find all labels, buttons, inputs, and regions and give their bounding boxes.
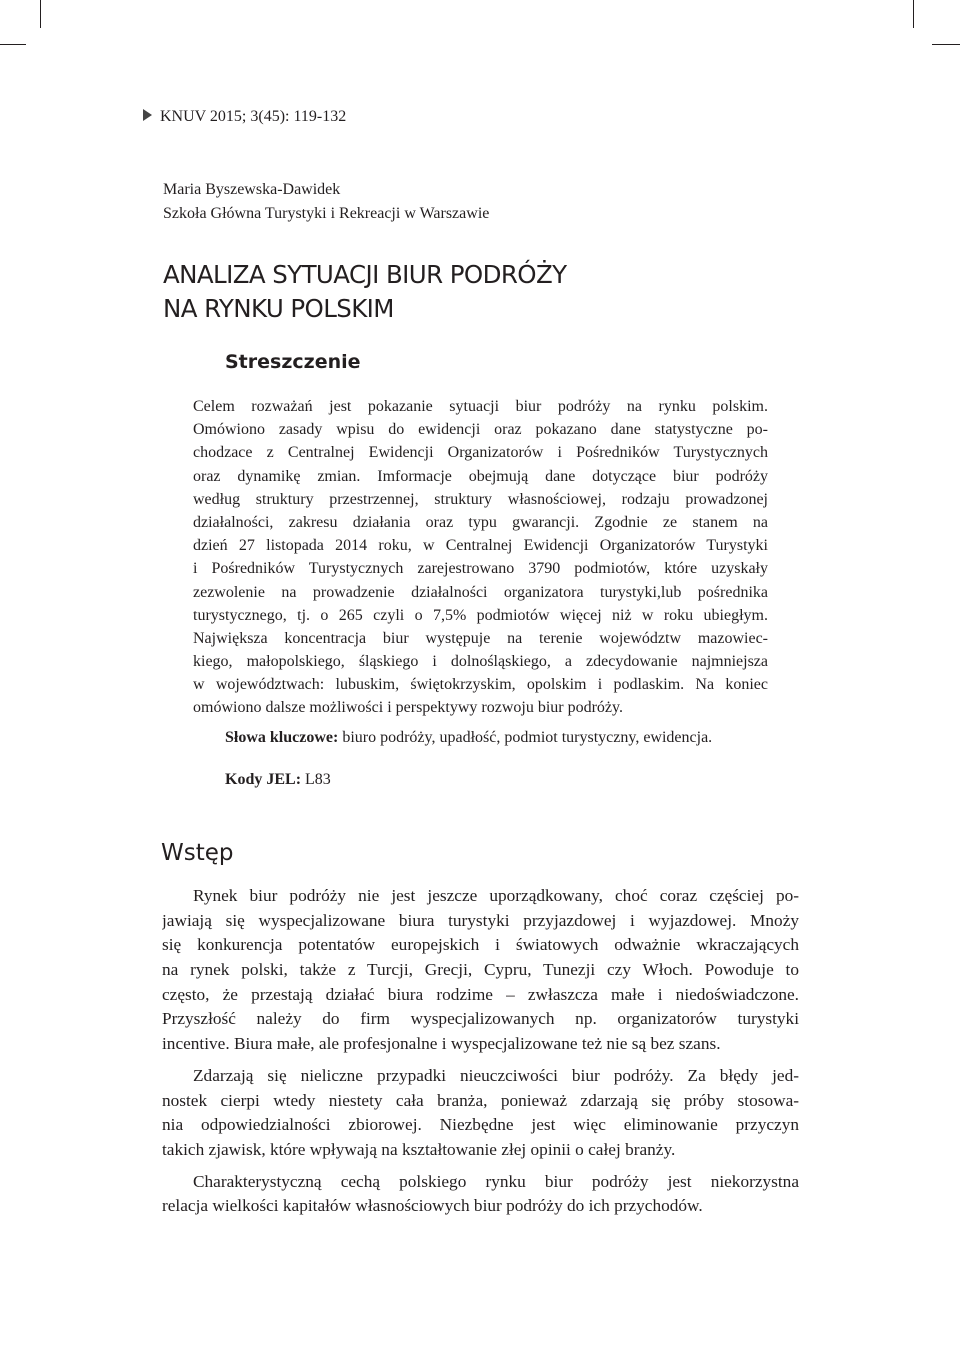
jel-codes	[225, 771, 331, 789]
abstract-heading: Streszczenie	[225, 351, 361, 373]
title-line-1: ANALIZA SYTUACJI BIUR PODRÓŻY	[163, 260, 567, 289]
title-line-2: NA RYNKU POLSKIM	[163, 294, 394, 323]
crop-mark-top-left	[40, 0, 41, 28]
body-line: Charakterystyczną cechą polskiego rynku biur podróży jest niekorzystna	[193, 1171, 799, 1191]
body-line: incentive. Biura małe, ale profesjonalne i wyspecjalizowane też nie są bez szans.	[162, 1034, 721, 1054]
abstract-line: zezwolenie na prowadzenie działalności organizatora turystyki,lub pośrednika	[193, 583, 768, 601]
abstract-line: według struktury przestrzennej, struktury własnościowej, rodzaju prowadzonej	[193, 490, 768, 508]
body-line: jawiają się wyspecjalizowane biura turystyki przyjazdowej i wyjazdowej. Mnoży	[162, 910, 799, 930]
abstract-line: Omówiono zasady wpisu do ewidencji oraz pokazano dane statystyczne po-	[193, 421, 768, 439]
crop-mark-left	[0, 44, 26, 45]
jel-text: L83	[301, 771, 331, 788]
abstract-line: w województwach: lubuskim, świętokrzyskim, opolskim i podlaskim. Na koniec	[193, 676, 768, 694]
abstract-text	[193, 395, 768, 720]
crop-mark-right	[932, 44, 960, 45]
abstract-line: turystycznego, tj. o 265 czyli o 7,5% podmiotów więcej niż w roku ubiegłym.	[193, 606, 768, 624]
author-affiliation: Szkoła Główna Turystyki i Rekreacji w Warszawie	[163, 205, 490, 222]
body-line: na rynek polski, także z Turcji, Grecji, Cypru, Tunezji czy Włoch. Powoduje to	[162, 960, 799, 980]
section-body	[162, 884, 799, 1219]
body-line: Rynek biur podróży nie jest jeszcze uporządkowany, choć coraz częściej po-	[193, 886, 799, 905]
abstract-line: działalności, zakresu działania oraz typu gwarancji. Zgodnie ze stanem na	[193, 513, 768, 531]
body-line: nia odpowiedzialności zbiorowej. Niezbędne jest więc eliminowanie przyczyn	[162, 1115, 799, 1135]
citation-text: KNUV 2015; 3(45): 119-132	[160, 108, 347, 125]
keywords	[225, 729, 712, 747]
crop-mark-top-right	[913, 0, 914, 28]
body-line: Zdarzają się nieliczne przypadki nieuczciwości biur podróży. Za błędy jed-	[193, 1065, 799, 1085]
triangle-bullet-icon	[143, 109, 152, 121]
author-name: Maria Byszewska-Dawidek	[163, 181, 341, 198]
jel-label: Kody JEL:	[225, 771, 302, 788]
section-heading: Wstęp	[161, 840, 234, 866]
abstract-line: oraz dynamikę zmian. Imformacje obejmują dane dotyczące biur podróży	[193, 467, 768, 485]
body-line: się konkurencja potentatów europejskich i światowych odważnie wkraczających	[162, 935, 799, 955]
journal-citation	[143, 108, 346, 126]
author-block	[163, 178, 489, 226]
body-line: takich zjawisk, które wpływają na kształtowanie złej opinii o całej branży.	[162, 1139, 676, 1159]
abstract-line: Celem rozważań jest pokazanie sytuacji biur podróży na rynku polskim.	[193, 398, 768, 415]
abstract-line: Największa koncentracja biur występuje na terenie województw mazowiec-	[193, 629, 768, 647]
keywords-label: Słowa kluczowe:	[225, 729, 339, 746]
abstract-line: chodzace z Centralnej Ewidencji Organizatorów i Pośredników Turystycznych	[193, 444, 768, 462]
body-line: relacja wielkości kapitałów własnościowych biur podróży do ich przychodów.	[162, 1196, 703, 1216]
abstract-line: dzień 27 listopada 2014 roku, w Centralnej Ewidencji Organizatorów Turystyki	[193, 537, 768, 555]
body-line: nostek cierpi wtedy niestety cała branża, ponieważ zdarzają się próby stosowa-	[162, 1090, 799, 1110]
abstract-line: omówiono dalsze możliwości i perspektywy rozwoju biur podróży.	[193, 699, 623, 717]
abstract-line: kiego, małopolskiego, śląskiego i dolnośląskiego, a zdecydowanie najmniejsza	[193, 653, 768, 671]
abstract-line: i Pośredników Turystycznych zarejestrowano 3790 podmiotów, które uzyskały	[193, 560, 768, 578]
body-line: Przyszłość należy do firm wyspecjalizowanych np. organizatorów turystyki	[162, 1009, 799, 1029]
article-title	[163, 258, 567, 326]
keywords-text: biuro podróży, upadłość, podmiot turystyczny, ewidencja.	[338, 729, 713, 746]
body-line: często, że przestają działać biura rodzime – zwłaszcza małe i niedoświadczone.	[162, 984, 799, 1004]
